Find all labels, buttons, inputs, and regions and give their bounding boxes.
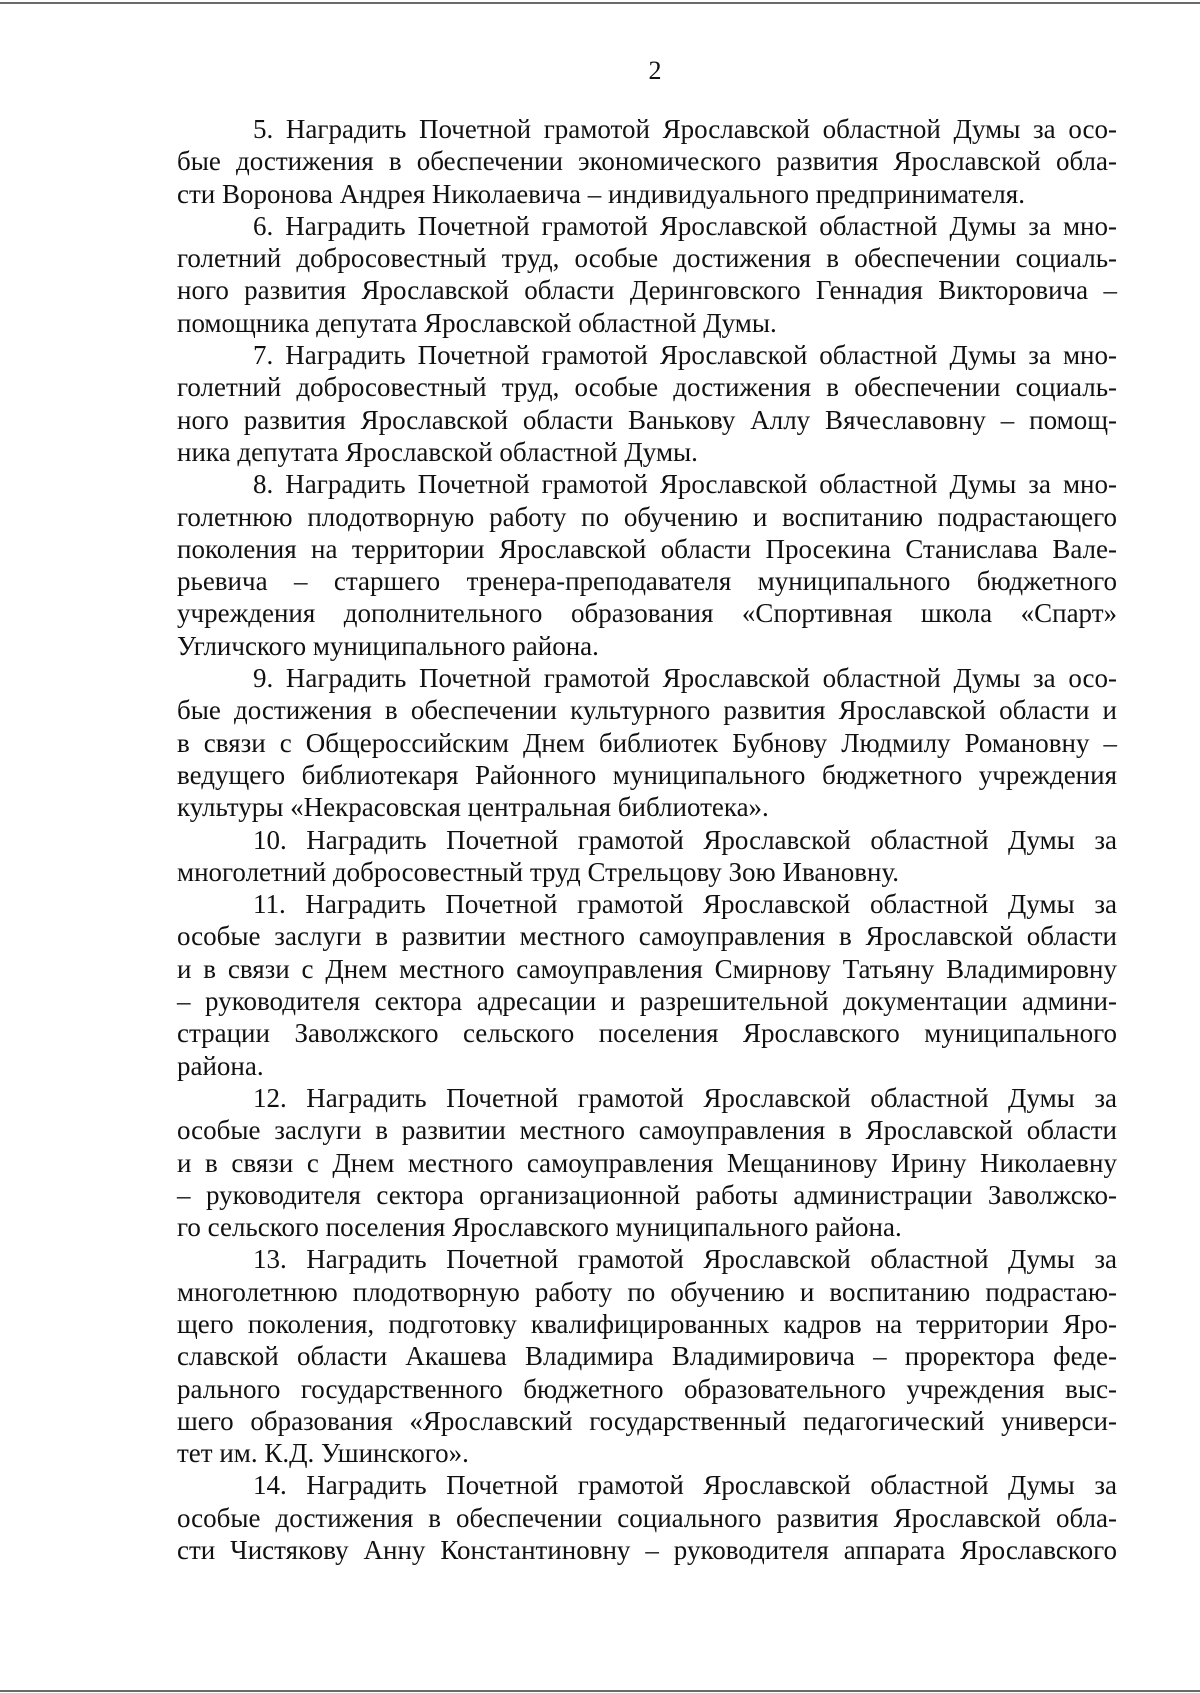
- paragraph-line: 8. Наградить Почетной грамотой Ярославской областной Думы за мно-: [253, 469, 1117, 500]
- paragraph-line: славской области Акашева Владимира Владимировича – проректора феде-: [177, 1341, 1117, 1372]
- paragraph-line: 6. Наградить Почетной грамотой Ярославской областной Думы за мно-: [253, 210, 1117, 241]
- resolution-paragraph: [177, 824, 1117, 889]
- paragraph-line: страции Заволжского сельского поселения Ярославского муниципального: [177, 1018, 1117, 1049]
- paragraph-line: рального государственного бюджетного образовательного учреждения выс-: [177, 1373, 1117, 1404]
- paragraph-line: района.: [177, 1050, 264, 1081]
- paragraph-line: поколения на территории Ярославской области Просекина Станислава Вале-: [177, 533, 1117, 564]
- paragraph-line: 10. Наградить Почетной грамотой Ярославской областной Думы за: [253, 824, 1117, 855]
- resolution-paragraph: [177, 1469, 1117, 1566]
- paragraph-line: многолетний добросовестный труд Стрельцову Зою Ивановну.: [177, 856, 900, 887]
- paragraph-line: 7. Наградить Почетной грамотой Ярославской областной Думы за мно-: [253, 340, 1117, 371]
- paragraph-line: рьевича – старшего тренера-преподавателя муниципального бюджетного: [177, 566, 1117, 597]
- paragraph-line: голетний добросовестный труд, особые достижения в обеспечении социаль-: [177, 243, 1117, 274]
- paragraph-line: 9. Наградить Почетной грамотой Ярославской областной Думы за осо-: [253, 663, 1117, 694]
- paragraph-line: особые достижения в обеспечении социального развития Ярославской обла-: [177, 1502, 1117, 1533]
- paragraph-line: ного развития Ярославской области Ванькову Аллу Вячеславовну – помощ-: [177, 404, 1117, 435]
- paragraph-line: бые достижения в обеспечении экономического развития Ярославской обла-: [177, 146, 1117, 177]
- paragraph-line: щего поколения, подготовку квалифицированных кадров на территории Яро-: [177, 1308, 1117, 1339]
- scan-bottom-border: [0, 1690, 1200, 1692]
- paragraph-line: 11. Наградить Почетной грамотой Ярославской областной Думы за: [253, 889, 1117, 920]
- paragraph-line: ника депутата Ярославской областной Думы.: [177, 436, 698, 467]
- paragraph-line: ведущего библиотекаря Районного муниципального бюджетного учреждения: [177, 759, 1117, 790]
- paragraph-line: в связи с Общероссийским Днем библиотек Бубнову Людмилу Романовну –: [177, 727, 1117, 758]
- paragraph-line: голетнюю плодотворную работу по обучению и воспитанию подрастающего: [177, 501, 1117, 532]
- resolution-paragraph: [177, 468, 1117, 662]
- scan-top-border: [0, 2, 1200, 4]
- paragraph-line: – руководителя сектора организационной работы администрации Заволжско-: [177, 1179, 1117, 1210]
- resolution-paragraph: [177, 113, 1117, 210]
- paragraph-line: сти Воронова Андрея Николаевича – индивидуального предпринимателя.: [177, 178, 1025, 209]
- page-number: 2: [648, 56, 662, 85]
- resolution-paragraph: [177, 662, 1117, 823]
- paragraph-line: сти Чистякову Анну Константиновну – руководителя аппарата Ярославского: [177, 1535, 1117, 1566]
- paragraph-line: Угличского муниципального района.: [177, 630, 599, 661]
- paragraph-line: 13. Наградить Почетной грамотой Ярославской областной Думы за: [253, 1244, 1117, 1275]
- paragraph-line: го сельского поселения Ярославского муниципального района.: [177, 1212, 902, 1243]
- paragraph-line: помощника депутата Ярославской областной Думы.: [177, 307, 777, 338]
- paragraph-line: голетний добросовестный труд, особые достижения в обеспечении социаль-: [177, 372, 1117, 403]
- resolution-paragraph: [177, 1082, 1117, 1243]
- resolution-paragraph: [177, 1243, 1117, 1469]
- paragraph-line: 14. Наградить Почетной грамотой Ярославской областной Думы за: [253, 1470, 1117, 1501]
- paragraph-line: тет им. К.Д. Ушинского».: [177, 1438, 469, 1469]
- paragraph-line: и в связи с Днем местного самоуправления Мещанинову Ирину Николаевну: [177, 1147, 1117, 1178]
- paragraph-line: 12. Наградить Почетной грамотой Ярославской областной Думы за: [253, 1082, 1117, 1113]
- paragraph-line: шего образования «Ярославский государственный педагогический универси-: [177, 1405, 1117, 1436]
- paragraph-line: особые заслуги в развитии местного самоуправления в Ярославской области: [177, 1115, 1117, 1146]
- paragraph-line: 5. Наградить Почетной грамотой Ярославской областной Думы за осо-: [253, 114, 1117, 144]
- paragraph-line: особые заслуги в развитии местного самоуправления в Ярославской области: [177, 921, 1117, 952]
- paragraph-line: культуры «Некрасовская центральная библиотека».: [177, 792, 769, 823]
- resolution-paragraph: [177, 888, 1117, 1082]
- resolution-paragraph: [177, 339, 1117, 468]
- paragraph-line: и в связи с Днем местного самоуправления Смирнову Татьяну Владимировну: [177, 953, 1117, 984]
- paragraph-line: учреждения дополнительного образования «Спортивная школа «Спарт»: [177, 598, 1117, 629]
- paragraph-line: многолетнюю плодотворную работу по обучению и воспитанию подрастаю-: [177, 1276, 1117, 1307]
- resolution-paragraph: [177, 210, 1117, 339]
- paragraph-line: ного развития Ярославской области Деринговского Геннадия Викторовича –: [177, 275, 1117, 306]
- paragraph-line: бые достижения в обеспечении культурного развития Ярославской области и: [177, 695, 1117, 726]
- paragraph-line: – руководителя сектора адресации и разрешительной документации админи-: [177, 986, 1117, 1017]
- document-body: [177, 113, 1117, 1566]
